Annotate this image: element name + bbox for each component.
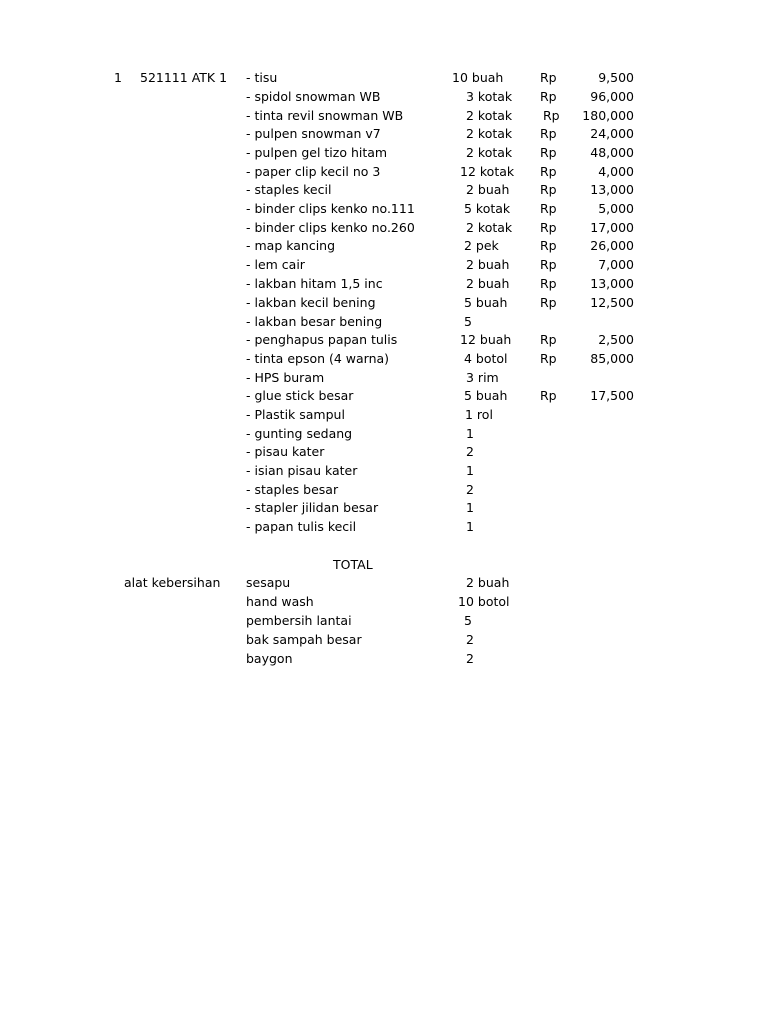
item-quantity: 2 [466,632,474,647]
currency-label: Rp [540,182,557,197]
item-price [556,369,634,387]
table-row [0,481,768,499]
item-quantity: 10 botol [458,594,510,609]
item-quantity: 2 pek [464,238,499,253]
item-name: - penghapus papan tulis [246,332,398,347]
total-row [0,556,768,574]
item-name: - Plastik sampul [246,407,345,422]
currency-label: Rp [540,70,557,85]
item-name: - lem cair [246,257,305,272]
item-quantity: 2 [466,444,474,459]
item-name: - tinta epson (4 warna) [246,351,390,366]
item-name: - HPS buram [246,370,325,385]
item-name: - binder clips kenko no.260 [246,220,415,235]
category-label: alat kebersihan [124,575,221,590]
table-row [0,387,768,405]
item-price: 12,500 [590,295,634,310]
item-price [556,443,634,461]
item-quantity: 2 kotak [466,145,513,160]
item-price: 85,000 [590,351,634,366]
item-quantity: 5 buah [464,388,508,403]
table-row [0,350,768,368]
item-quantity: 12 buah [460,332,512,347]
item-name: - pulpen snowman v7 [246,126,381,141]
table-row [0,69,768,87]
item-name: - tisu [246,70,278,85]
table-row [0,237,768,255]
item-name: baygon [246,651,293,666]
table-row [0,125,768,143]
item-quantity: 1 rol [465,407,493,422]
table-row [0,163,768,181]
table-row [0,425,768,443]
item-price [556,499,634,517]
item-name: - spidol snowman WB [246,89,381,104]
table-row [0,443,768,461]
table-row [0,462,768,480]
table-row [0,181,768,199]
table-row [0,612,768,630]
item-quantity: 1 [466,426,474,441]
item-name: - map kancing [246,238,336,253]
item-name: - lakban hitam 1,5 inc [246,276,383,291]
table-row [0,144,768,162]
currency-label: Rp [540,295,557,310]
currency-label: Rp [540,164,557,179]
item-quantity: 2 [466,482,474,497]
item-quantity: 5 buah [464,295,508,310]
currency-label: Rp [540,257,557,272]
item-price: 17,500 [590,388,634,403]
item-price: 2,500 [598,332,634,347]
table-row [0,331,768,349]
item-quantity: 10 buah [452,70,504,85]
item-name: - lakban besar bening [246,314,383,329]
item-name: hand wash [246,594,314,609]
item-name: - binder clips kenko no.111 [246,201,415,216]
item-quantity: 2 [466,651,474,666]
total-label: TOTAL [333,557,373,572]
table-row [0,593,768,611]
item-name: - paper clip kecil no 3 [246,164,381,179]
table-row [0,200,768,218]
currency-label: Rp [540,351,557,366]
item-price [556,462,634,480]
currency-label: Rp [540,126,557,141]
item-quantity: 1 [466,519,474,534]
item-quantity: 2 buah [466,182,510,197]
table-row [0,574,768,592]
budget-code: 521111 ATK 1 [140,70,228,85]
item-name: - gunting sedang [246,426,353,441]
item-name: - stapler jilidan besar [246,500,379,515]
item-price: 9,500 [598,70,634,85]
item-quantity: 2 buah [466,257,510,272]
row-number: 1 [114,70,122,85]
item-price: 7,000 [598,257,634,272]
table-row [0,650,768,668]
currency-label: Rp [540,145,557,160]
item-quantity: 2 kotak [466,126,513,141]
table-row [0,369,768,387]
table-row [0,294,768,312]
table-row [0,256,768,274]
item-quantity: 5 [464,613,472,628]
currency-label: Rp [540,332,557,347]
item-quantity: 3 kotak [466,89,513,104]
item-price: 26,000 [590,238,634,253]
item-quantity: 2 kotak [466,108,513,123]
item-name: - glue stick besar [246,388,354,403]
item-price [556,518,634,536]
item-quantity: 2 kotak [466,220,513,235]
item-price: 48,000 [590,145,634,160]
item-quantity: 4 botol [464,351,508,366]
item-price: 96,000 [590,89,634,104]
table-row [0,518,768,536]
item-price: 180,000 [582,108,634,123]
table-row [0,406,768,424]
table-row [0,219,768,237]
item-quantity: 2 buah [466,276,510,291]
item-name: - pulpen gel tizo hitam [246,145,388,160]
table-row [0,631,768,649]
item-price [556,481,634,499]
currency-label: Rp [540,238,557,253]
table-row [0,499,768,517]
item-price: 24,000 [590,126,634,141]
item-name: - staples besar [246,482,339,497]
item-price [556,313,634,331]
currency-label: Rp [540,388,557,403]
item-quantity: 2 buah [466,575,510,590]
item-quantity: 1 [466,463,474,478]
item-price: 13,000 [590,276,634,291]
table-row [0,88,768,106]
currency-label: Rp [540,201,557,216]
item-quantity: 1 [466,500,474,515]
table-row [0,313,768,331]
item-name: sesapu [246,575,291,590]
currency-label: Rp [540,220,557,235]
item-name: - staples kecil [246,182,332,197]
item-name: - pisau kater [246,444,325,459]
item-price [556,425,634,443]
currency-label: Rp [540,89,557,104]
item-price: 13,000 [590,182,634,197]
item-price: 17,000 [590,220,634,235]
item-price: 5,000 [598,201,634,216]
item-quantity: 5 [464,314,472,329]
item-name: pembersih lantai [246,613,352,628]
table-row [0,107,768,125]
item-quantity: 12 kotak [460,164,515,179]
table-row [0,275,768,293]
item-name: - lakban kecil bening [246,295,376,310]
currency-label: Rp [543,108,560,123]
item-name: bak sampah besar [246,632,362,647]
item-quantity: 3 rim [466,370,499,385]
item-name: - papan tulis kecil [246,519,357,534]
item-name: - isian pisau kater [246,463,358,478]
currency-label: Rp [540,276,557,291]
item-quantity: 5 kotak [464,201,511,216]
item-price [556,406,634,424]
item-price: 4,000 [598,164,634,179]
item-name: - tinta revil snowman WB [246,108,404,123]
